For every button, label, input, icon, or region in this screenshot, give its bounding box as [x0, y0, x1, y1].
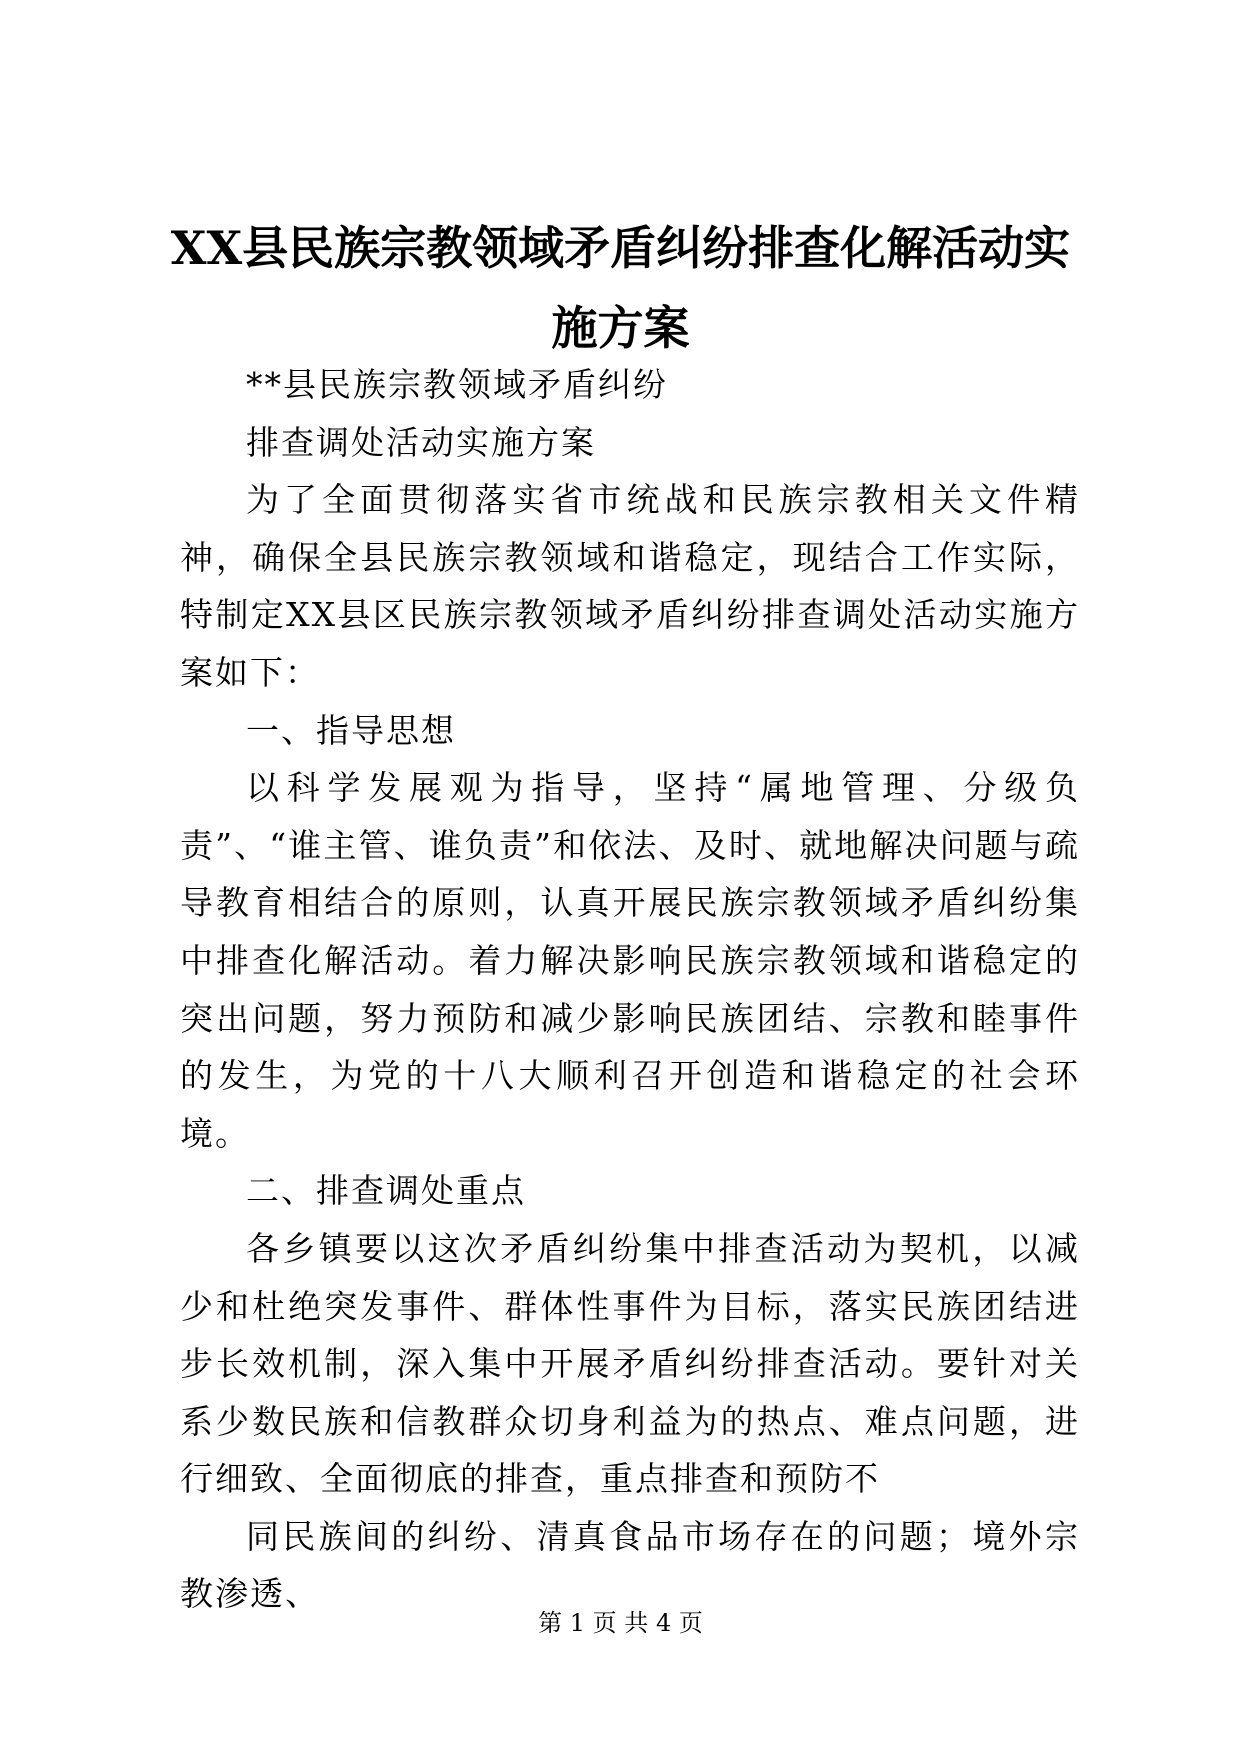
document-body	[180, 356, 1080, 1623]
body-paragraph: 为了全面贯彻落实省市统战和民族宗教相关文件精神，确保全县民族宗教领域和谐稳定，现结合工作实际，特制定XX县区民族宗教领域矛盾纠纷排查调处活动实施方案如下：	[180, 480, 1080, 692]
section-heading: 一、指导思想	[246, 710, 456, 750]
body-paragraph: **县民族宗教领域矛盾纠纷	[246, 365, 668, 404]
body-paragraph: 排查调处活动实施方案	[246, 422, 596, 462]
document-title: XX县民族宗教领域矛盾纠纷排查化解活动实施方案	[170, 221, 1071, 355]
page-number-footer: 第 1 页 共 4 页	[538, 1609, 703, 1637]
body-paragraph: 各乡镇要以这次矛盾纠纷集中排查活动为契机，以减少和杜绝突发事件、群体性事件为目标，落实民族团结进步长效机制，深入集中开展矛盾纠纷排查活动。要针对关系少数民族和信教群众切身利益为的热点、难点问题，进行细致、全面彻底的排查，重点排查和预防不	[180, 1228, 1080, 1499]
body-paragraph: 以科学发展观为指导，坚持“属地管理、分级负责”、“谁主管、谁负责”和依法、及时、就地解决问题与疏导教育相结合的原则，认真开展民族宗教领域矛盾纠纷集中排查化解活动。着力解决影响民族宗教领域和谐稳定的突出问题，努力预防和减少影响民族团结、宗教和睦事件的发生，为党的十八大顺利召开创造和谐稳定的社会环境。	[180, 768, 1080, 1153]
body-paragraph: 同民族间的纠纷、清真食品市场存在的问题；境外宗教渗透、	[180, 1516, 1080, 1614]
section-heading: 二、排查调处重点	[246, 1171, 526, 1211]
